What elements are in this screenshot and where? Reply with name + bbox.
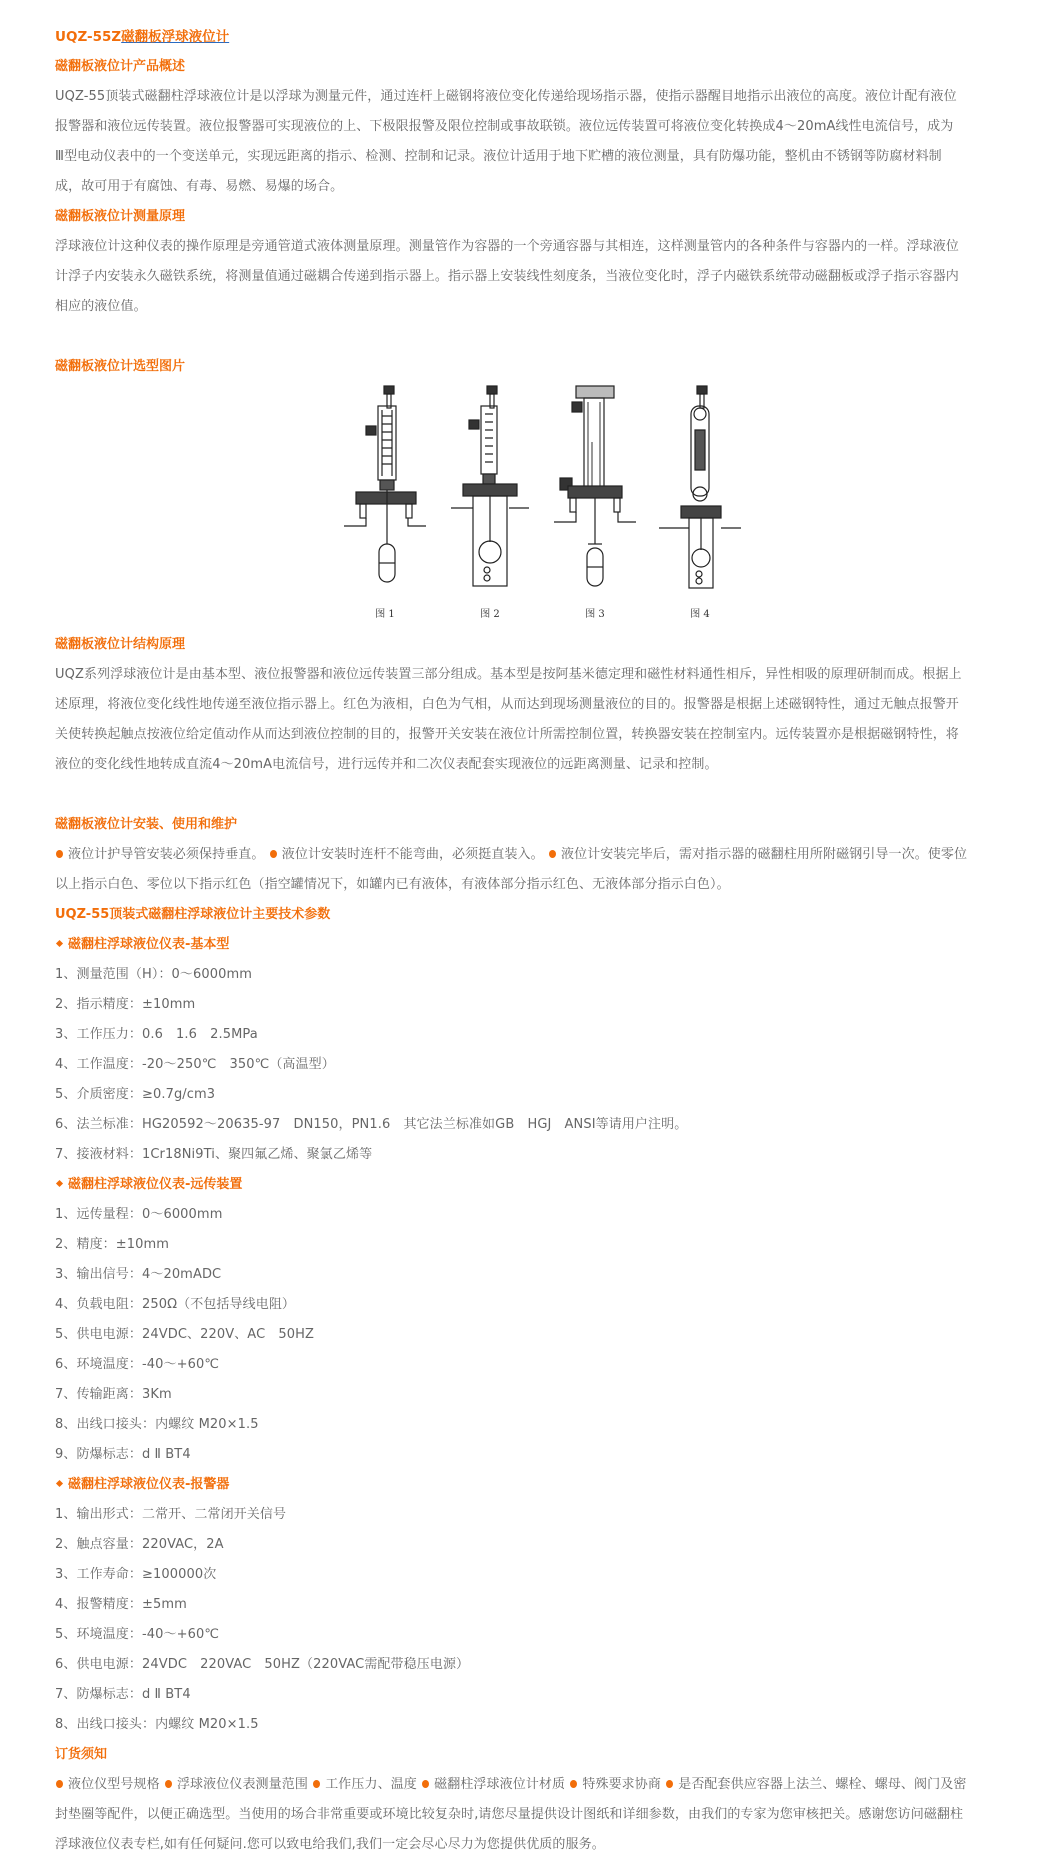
spec-item: 9、防爆标志：d Ⅱ BT4 <box>55 1447 191 1462</box>
spec-item: 6、供电电源：24VDC 220VAC 50HZ（220VAC需配带稳压电源） <box>55 1657 470 1672</box>
overview-line: UQZ-55顶装式磁翻柱浮球液位计是以浮球为测量元件，通过连杆上磁钢将液位变化传递给现场指示器，使指示器醒目地指示出液位的高度。液位计配有液位 <box>55 89 957 104</box>
spec-item: 3、输出信号：4～20mADC <box>55 1267 222 1282</box>
principle-heading: 磁翻板液位计测量原理 <box>55 209 186 224</box>
bullet-icon <box>422 1780 429 1788</box>
spec-item: 1、输出形式：二常开、二常闭开关信号 <box>55 1507 287 1522</box>
spec-item: 6、环境温度：-40～+60℃ <box>55 1357 220 1372</box>
structure-line: 液位的变化线性地转成直流4～20mA电流信号，进行远传并和二次仪表配套实现液位的远距离测量、记录和控制。 <box>55 757 718 772</box>
ordering-item: 是否配套供应容器上法兰、螺栓、螺母、阀门及密 <box>678 1777 967 1792</box>
spacer <box>55 322 1027 352</box>
spec-item: 5、环境温度：-40～+60℃ <box>55 1627 220 1642</box>
spec-item: 8、出线口接头：内螺纹 M20×1.5 <box>55 1717 259 1732</box>
figure-caption: 图 1 <box>375 609 395 620</box>
bullet-icon <box>165 1780 172 1788</box>
structure-line: 述原理，将液位变化线性地传递至液位指示器上。红色为液相，白色为气相，从而达到现场测量液位的目的。报警器是根据上述磁钢特性，通过无触点报警开 <box>55 697 959 712</box>
bullet-icon <box>549 850 556 858</box>
ordering-heading: 订货须知 <box>55 1747 108 1762</box>
spec-group-title: 磁翻柱浮球液位仪表-远传装置 <box>55 1170 1027 1200</box>
spec-group-title: 磁翻柱浮球液位仪表-基本型 <box>55 930 1027 960</box>
structure-heading: 磁翻板液位计结构原理 <box>55 637 186 652</box>
overview-line: Ⅲ型电动仪表中的一个变送单元，实现远距离的指示、检测、控制和记录。液位计适用于地下贮槽的液位测量，具有防爆功能，整机由不锈钢等防腐材料制 <box>55 149 942 164</box>
spec-item: 5、供电电源：24VDC、220V、AC 50HZ <box>55 1327 314 1342</box>
bullet-icon <box>56 850 63 858</box>
ordering-line: 封垫圈等配件，以便正确选型。当使用的场合非常重要或环境比较复杂时,请您尽量提供设计图纸和详细参数，由我们的专家为您审核把关。感谢您访问磁翻柱 <box>55 1807 964 1822</box>
spec-item: 8、出线口接头：内螺纹 M20×1.5 <box>55 1417 259 1432</box>
ordering-item: 工作压力、温度 <box>325 1777 417 1792</box>
bullet-icon <box>313 1780 320 1788</box>
spec-item: 7、接液材料：1Cr18Ni9Ti、聚四氟乙烯、聚氯乙烯等 <box>55 1147 373 1162</box>
ordering-item: 浮球液位仪表测量范围 <box>176 1777 308 1792</box>
maintenance-item: 液位计护导管安装必须保持垂直。 <box>68 847 265 862</box>
spec-item: 2、触点容量：220VAC，2A <box>55 1537 224 1552</box>
title-link[interactable]: 磁翻板浮球液位计 <box>121 29 230 45</box>
overview-line: 成，故可用于有腐蚀、有毒、易燃、易爆的场合。 <box>55 179 344 194</box>
spec-item: 2、指示精度：±10mm <box>55 997 196 1012</box>
diamond-bullet-icon <box>56 1480 63 1487</box>
ordering-item: 特殊要求协商 <box>582 1777 661 1792</box>
figure-1 <box>340 382 430 630</box>
figure-caption: 图 2 <box>480 609 500 620</box>
figure-caption: 图 4 <box>690 609 710 620</box>
overview-heading: 磁翻板液位计产品概述 <box>55 59 186 74</box>
spec-group-title: 磁翻柱浮球液位仪表-报警器 <box>55 1470 1027 1500</box>
title-prefix: UQZ-55Z <box>55 29 122 45</box>
diamond-bullet-icon <box>56 1180 63 1187</box>
page-title <box>55 22 1027 52</box>
float-level-gauge-type1-icon <box>340 382 430 597</box>
spacer <box>55 780 1027 810</box>
figure-4 <box>655 382 745 630</box>
principle-line: 浮球液位计这种仪表的操作原理是旁通管道式液体测量原理。测量管作为容器的一个旁通容器与其相连，这样测量管内的各种条件与容器内的一样。浮球液位 <box>55 239 959 254</box>
figure-caption: 图 3 <box>585 609 605 620</box>
spec-item: 1、测量范围（H）：0～6000mm <box>55 967 253 982</box>
maintenance-line <box>55 840 1027 870</box>
float-level-gauge-type2-icon <box>445 382 535 597</box>
structure-line: UQZ系列浮球液位计是由基本型、液位报警器和液位远传装置三部分组成。基本型是按阿基米德定理和磁性材料通性相斥，异性相吸的原理研制而成。根据上 <box>55 667 962 682</box>
principle-line: 相应的液位值。 <box>55 299 147 314</box>
spec-item: 3、工作压力：0.6 1.6 2.5MPa <box>55 1027 258 1042</box>
maintenance-line: 以上指示白色、零位以下指示红色（指空罐情况下，如罐内已有液体，有液体部分指示红色、无液体部分指示白色）。 <box>55 877 730 892</box>
bullet-icon <box>56 1780 63 1788</box>
spec-item: 4、负载电阻：250Ω（不包括导线电阻） <box>55 1297 296 1312</box>
float-level-gauge-type3-icon <box>550 382 640 597</box>
figure-3 <box>550 382 640 630</box>
spec-item: 1、远传量程：0～6000mm <box>55 1207 223 1222</box>
spec-item: 4、工作温度：-20～250℃ 350℃（高温型） <box>55 1057 335 1072</box>
maintenance-heading: 磁翻板液位计安装、使用和维护 <box>55 817 238 832</box>
diamond-bullet-icon <box>56 940 63 947</box>
ordering-item: 磁翻柱浮球液位计材质 <box>434 1777 566 1792</box>
spec-item: 2、精度：±10mm <box>55 1237 170 1252</box>
spec-item: 3、工作寿命：≥100000次 <box>55 1567 217 1582</box>
maintenance-item: 液位计安装时连杆不能弯曲，必须挺直装入。 <box>281 847 544 862</box>
spec-item: 5、介质密度：≥0.7g/cm3 <box>55 1087 216 1102</box>
selection-heading: 磁翻板液位计选型图片 <box>55 359 186 374</box>
ordering-item: 液位仪型号规格 <box>68 1777 160 1792</box>
spec-item: 7、防爆标志：d Ⅱ BT4 <box>55 1687 191 1702</box>
maintenance-item: 液位计安装完毕后，需对指示器的磁翻柱用所附磁钢引导一次。使零位 <box>561 847 968 862</box>
bullet-icon <box>570 1780 577 1788</box>
bullet-icon <box>666 1780 673 1788</box>
overview-line: 报警器和液位远传装置。液位报警器可实现液位的上、下极限报警及限位控制或事故联锁。液位远传装置可将液位变化转换成4～20mA线性电流信号，成为 <box>55 119 954 134</box>
principle-line: 计浮子内安装永久磁铁系统，将测量值通过磁耦合传递到指示器上。指示器上安装线性刻度条，当液位变化时，浮子内磁铁系统带动磁翻板或浮子指示容器内 <box>55 269 959 284</box>
float-level-gauge-type4-icon <box>655 382 745 597</box>
bullet-icon <box>270 850 277 858</box>
ordering-line: 浮球液位仪表专栏,如有任何疑问.您可以致电给我们,我们一定会尽心尽力为您提供优质的服务。 <box>55 1837 605 1852</box>
spec-item: 4、报警精度：±5mm <box>55 1597 187 1612</box>
structure-line: 关使转换起触点按液位给定值动作从而达到液位控制的目的，报警开关安装在液位计所需控制位置，转换器安装在控制室内。远传装置亦是根据磁钢特性，将 <box>55 727 959 742</box>
ordering-line <box>55 1770 1027 1800</box>
spec-item: 6、法兰标准：HG20592～20635-97 DN150，PN1.6 其它法兰标准如GB HGJ ANSI等请用户注明。 <box>55 1117 688 1132</box>
figure-2 <box>445 382 535 630</box>
specs-heading: UQZ-55顶装式磁翻柱浮球液位计主要技术参数 <box>55 907 331 922</box>
selection-figures <box>340 382 740 630</box>
spec-item: 7、传输距离：3Km <box>55 1387 172 1402</box>
